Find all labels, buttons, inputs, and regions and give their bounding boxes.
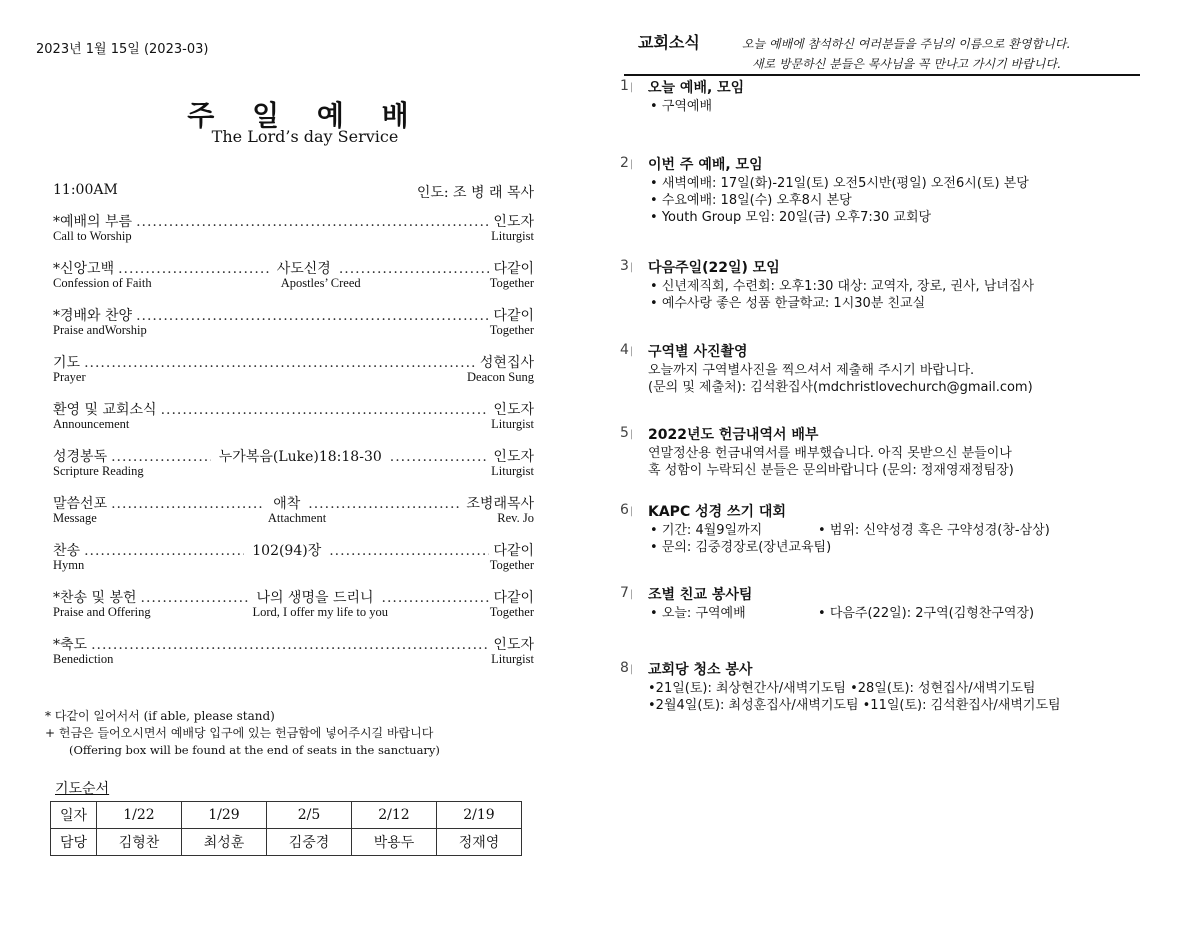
section-body: [648, 98, 712, 115]
table-cell: 박용두: [352, 829, 437, 856]
table-cell: 2/19: [437, 802, 522, 829]
section-body: [648, 445, 1014, 479]
order-item-leader: 인도자: [493, 402, 534, 418]
section-number: 2 |: [620, 155, 633, 171]
section-title: 다음주일(22일) 모임: [648, 260, 780, 276]
order-item-detail-en: [147, 323, 490, 339]
order-item-name-en: Praise and Offering: [53, 605, 151, 619]
order-item-leader-en: Liturgist: [491, 229, 534, 243]
order-item-detail-en: [129, 417, 491, 433]
order-item-name: 기도: [53, 355, 81, 371]
order-item-leader-en: Liturgist: [491, 417, 534, 431]
order-item-en: [53, 323, 534, 339]
order-item-leader: 다같이: [493, 590, 535, 606]
divider: [624, 74, 1140, 76]
section-number: 7 |: [620, 585, 633, 601]
section-title: KAPC 성경 쓰기 대회: [648, 504, 786, 520]
list-item-text: • 기간: 4월9일까지: [648, 522, 816, 539]
order-item-leader: 인도자: [493, 449, 534, 465]
leader-dots: [84, 543, 244, 559]
order-item-en: [53, 417, 534, 433]
order-item-name: 성경봉독: [53, 449, 108, 465]
order-item-leader-en: Together: [489, 323, 534, 337]
order-item-name-en: Call to Worship: [53, 229, 132, 243]
note-offering-en: (Offering box will be found at the end of seats in the sanctuary): [69, 743, 440, 757]
order-item-ko: [53, 399, 534, 417]
order-item-leader-en: Together: [489, 558, 534, 572]
list-item-text: • 범위: 신약성경 혹은 구약성경(창-삼상): [816, 522, 1050, 539]
order-item-detail-en: [144, 464, 492, 480]
section-title: 2022년도 헌금내역서 배부: [648, 427, 819, 443]
order-item: [53, 352, 534, 399]
table-cell: 김중경: [267, 829, 352, 856]
list-item: • 수요예배: 18일(수) 오후8시 본당: [648, 192, 1029, 209]
section-number: 4 |: [620, 342, 633, 358]
order-item: [53, 305, 534, 352]
text-line: •2월4일(토): 최성훈집사/새벽기도팀 •11일(토): 김석환집사/새벽기도팀: [648, 698, 1061, 713]
order-item-detail-en: [132, 229, 492, 245]
order-item-en: [53, 276, 534, 292]
leader-dots: [141, 590, 249, 606]
welcome-line-2: 새로 방문하신 분들은 목사님을 꼭 만나고 가시기 바랍니다.: [752, 57, 1061, 71]
order-item: [53, 493, 534, 540]
order-item-detail-en: [84, 558, 490, 574]
service-time: 11:00AM: [53, 182, 118, 198]
order-item-name: 찬송: [53, 543, 81, 559]
right-page: [610, 0, 1200, 929]
page-subtitle: The Lord’s day Service: [211, 127, 399, 146]
leader-dots: [390, 449, 490, 465]
welcome-line-1: 오늘 예배에 참석하신 여러분들을 주님의 이름으로 환영합니다.: [742, 37, 1071, 51]
order-item-leader: 성현집사: [479, 355, 534, 371]
order-item: [53, 587, 534, 634]
order-item-ko: [53, 540, 534, 558]
list-item: • Youth Group 모임: 20일(금) 오후7:30 교회당: [648, 209, 1029, 226]
order-item: [53, 211, 534, 258]
list-item: [648, 522, 1050, 539]
prayer-schedule-table: [50, 801, 522, 856]
text-line: •21일(토): 최상현간사/새벽기도팀 •28일(토): 성현집사/새벽기도팀: [648, 681, 1036, 696]
leader-dots: [84, 355, 476, 371]
leader-dots: [382, 590, 490, 606]
order-item-leader: 다같이: [493, 261, 535, 277]
order-item-detail: 나의 생명을 드리니: [256, 590, 374, 606]
order-item-ko: [53, 634, 534, 652]
welcome-message: [742, 34, 1070, 74]
list-item: • 새벽예배: 17일(화)-21일(토) 오전5시반(평일) 오전6시(토) 본당: [648, 175, 1029, 192]
service-leader: 인도: 조 병 래 목사: [416, 185, 534, 201]
order-item-leader-en: Rev. Jo: [497, 511, 534, 525]
list-item: • 예수사랑 좋은 성품 한글학교: 1시30분 친교실: [648, 295, 1034, 312]
order-item-detail: 애착: [273, 496, 301, 512]
table-cell: 담당: [51, 829, 97, 856]
order-item-leader-en: Liturgist: [491, 464, 534, 478]
order-item-name-en: Prayer: [53, 370, 86, 384]
order-item-en: [53, 558, 534, 574]
leader-dots: [308, 496, 462, 512]
section-title: 이번 주 예배, 모임: [648, 157, 763, 173]
order-item-leader: 인도자: [493, 214, 534, 230]
note-offering: + 헌금은 들어오시면서 예배당 입구에 있는 헌금함에 넣어주시길 바랍니다: [45, 726, 434, 740]
order-item-leader-en: Deacon Sung: [467, 370, 534, 384]
order-item-name-en: Scripture Reading: [53, 464, 144, 478]
order-item-detail: 누가복음(Luke)18:18-30: [218, 449, 382, 465]
list-item: • 구역예배: [648, 98, 712, 115]
table-cell: 정재영: [437, 829, 522, 856]
order-item-ko: [53, 211, 534, 229]
order-item-name: *예배의 부름: [53, 214, 133, 230]
list-item-text: • 다음주(22일): 2구역(김형찬구역장): [816, 605, 1034, 622]
order-item-name-en: Announcement: [53, 417, 130, 431]
order-item-name: *축도: [53, 637, 88, 653]
leader-dots: [111, 496, 265, 512]
leader-dots: [91, 637, 489, 653]
order-item-ko: [53, 305, 534, 323]
table-cell: 1/22: [97, 802, 182, 829]
section-number: 8 |: [620, 660, 633, 676]
leader-dots: [329, 543, 489, 559]
table-cell: 일자: [51, 802, 97, 829]
order-item-leader: 조병래목사: [466, 496, 535, 512]
order-item-detail: 사도신경: [276, 261, 331, 277]
leader-dots: [136, 214, 489, 230]
note-stand: * 다같이 일어서서 (if able, please stand): [45, 709, 275, 723]
section-number: 1 |: [620, 78, 633, 94]
table-cell: 1/29: [182, 802, 267, 829]
section-body: [648, 175, 1029, 226]
table-cell: 김형찬: [97, 829, 182, 856]
order-item: [53, 540, 534, 587]
list-item: [648, 605, 1034, 622]
bulletin-date: 2023년 1월 15일 (2023-03): [36, 42, 209, 57]
order-item-name: *경배와 찬양: [53, 308, 133, 324]
text-line: 오늘까지 구역별사진을 찍으셔서 제출해 주시기 바랍니다.: [648, 363, 975, 378]
order-item-en: [53, 511, 534, 527]
order-item-leader: 다같이: [493, 308, 534, 324]
order-item-detail-en: [113, 652, 491, 668]
service-time-row: [53, 182, 534, 202]
leader-dots: [118, 261, 269, 277]
order-item: [53, 634, 534, 681]
table-row: [51, 802, 522, 829]
order-item-name: *찬송 및 봉헌: [53, 590, 137, 606]
order-item-en: [53, 370, 534, 386]
notes: [45, 708, 440, 759]
order-item-en: [53, 652, 534, 668]
order-item: [53, 258, 534, 305]
section-title: 오늘 예배, 모임: [648, 80, 745, 96]
order-item-detail-en: [86, 370, 467, 386]
order-item: [53, 399, 534, 446]
text-line: 혹 성함이 누락되신 분들은 문의바랍니다 (문의: 정재영재정팀장): [648, 463, 1014, 478]
text-line: (문의 및 제출처): 김석환집사(mdchristlovechurch@gmail.com): [648, 380, 1033, 395]
order-item-ko: [53, 258, 534, 276]
order-item-ko: [53, 493, 534, 511]
leader-dots: [136, 308, 489, 324]
order-of-worship: [53, 211, 534, 681]
order-item-name-en: Benediction: [53, 652, 114, 666]
list-item: • 신년제직회, 수련회: 오후1:30 대상: 교역자, 장로, 권사, 남녀집사: [648, 278, 1034, 295]
section-number: 6 |: [620, 502, 633, 518]
order-item-en: [53, 605, 534, 621]
section-title: 구역별 사진촬영: [648, 344, 748, 360]
order-item-name-en: Praise andWorship: [53, 323, 147, 337]
section-title: 조별 친교 봉사팀: [648, 587, 753, 603]
order-item-detail-en: Attachment: [267, 511, 327, 525]
order-item-name-en: Message: [53, 511, 97, 525]
section-number: 5 |: [620, 425, 633, 441]
order-item-leader-en: Liturgist: [491, 652, 534, 666]
order-item-name-en: Confession of Faith: [53, 276, 152, 290]
section-body: [648, 522, 1050, 556]
order-item-en: [53, 464, 534, 480]
section-body: [648, 605, 1034, 622]
table-row: [51, 829, 522, 856]
prayer-schedule-title: 기도순서: [55, 781, 110, 797]
order-item-detail: 102(94)장: [252, 543, 322, 559]
text-line: 연말정산용 헌금내역서를 배부했습니다. 아직 못받으신 분들이나: [648, 446, 1012, 461]
list-item: • 문의: 김중경장로(장년교육팀): [648, 539, 1050, 556]
order-item-name: *신앙고백: [53, 261, 115, 277]
section-body: [648, 278, 1034, 312]
order-item-detail-en: Apostles’ Creed: [280, 276, 361, 290]
page-title: 주 일 예 배: [187, 99, 423, 132]
order-item-leader: 인도자: [493, 637, 534, 653]
table-cell: 최성훈: [182, 829, 267, 856]
news-heading: 교회소식: [638, 33, 700, 52]
order-item-name-en: Hymn: [53, 558, 85, 572]
table-cell: 2/5: [267, 802, 352, 829]
order-item-name: 환영 및 교회소식: [53, 402, 157, 418]
order-item-leader-en: Together: [489, 605, 534, 619]
order-item-en: [53, 229, 534, 245]
order-item-ko: [53, 352, 534, 370]
list-item-text: • 오늘: 구역예배: [648, 605, 816, 622]
section-body: [648, 362, 1033, 396]
order-item-ko: [53, 587, 534, 605]
order-item-leader: 다같이: [493, 543, 534, 559]
table-cell: 2/12: [352, 802, 437, 829]
leader-dots: [339, 261, 490, 277]
section-body: [648, 680, 1061, 714]
order-item-name: 말씀선포: [53, 496, 108, 512]
leader-dots: [161, 402, 490, 418]
leader-dots: [111, 449, 211, 465]
order-item-detail-en: Lord, I offer my life to you: [252, 605, 388, 619]
order-item: [53, 446, 534, 493]
section-title: 교회당 청소 봉사: [648, 662, 753, 678]
section-number: 3 |: [620, 258, 633, 274]
order-item-leader-en: Together: [489, 276, 534, 290]
order-item-ko: [53, 446, 534, 464]
